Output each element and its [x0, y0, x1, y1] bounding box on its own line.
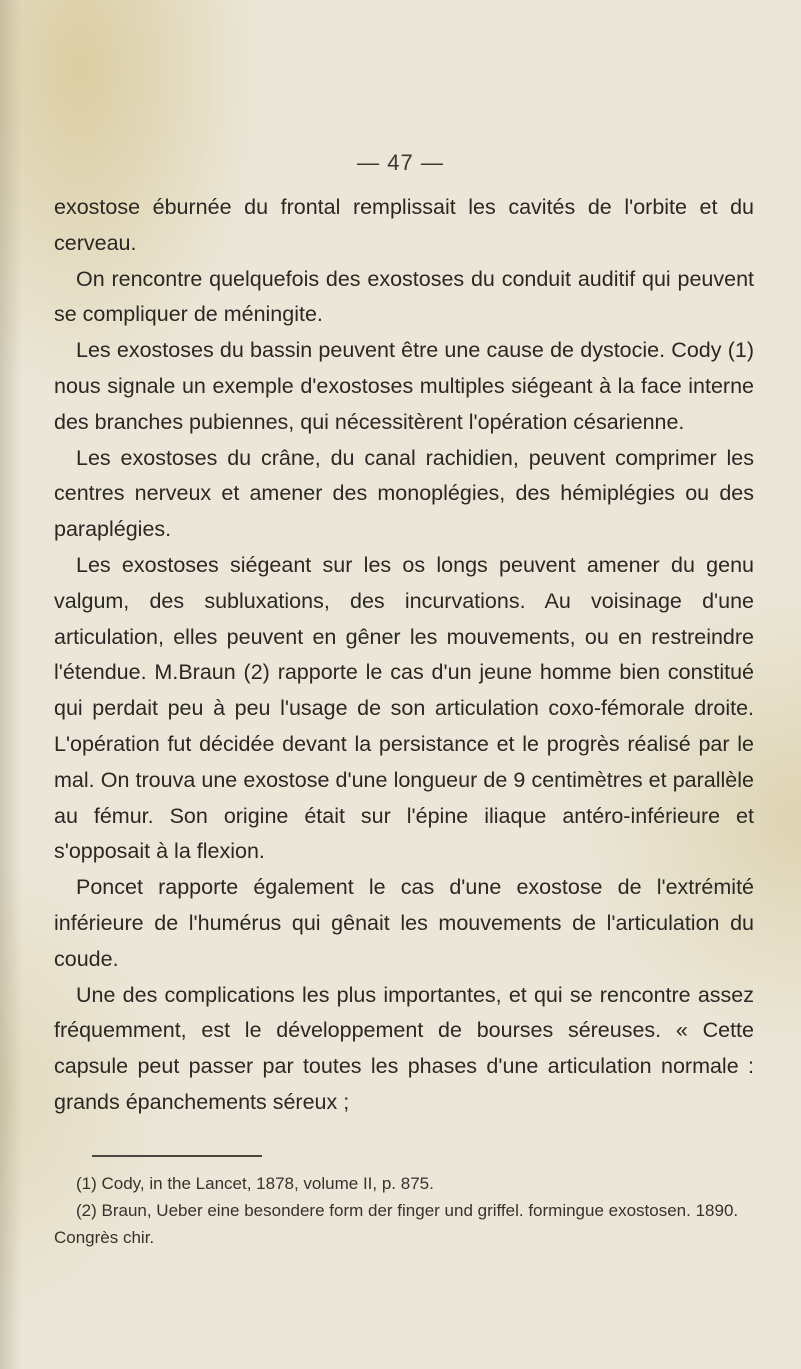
paragraph: Une des complications les plus importantes, et qui se rencontre assez fréquemment, est le développement de bourses séreuses. « Cette capsule peut passer par toutes les phases d'une articulation normale : grands épanchements séreux ;: [54, 982, 754, 1114]
paragraph: On rencontre quelquefois des exostoses du conduit auditif qui peuvent se compliquer de méningite.: [54, 266, 754, 327]
paragraph: Les exostoses du crâne, du canal rachidien, peuvent comprimer les centres nerveux et amener des monoplégies, des hémiplégies ou des paraplégies.: [54, 445, 754, 542]
paragraph: exostose éburnée du frontal remplissait les cavités de l'orbite et du cerveau.: [54, 195, 754, 255]
body-text: [54, 190, 754, 1121]
paragraph: Les exostoses du bassin peuvent être une cause de dystocie. Cody (1) nous signale un exemple d'exostoses multiples siégeant à la face interne des branches pubiennes, qui nécessitèrent l'opération césarienne.: [54, 338, 754, 434]
footnote: (1) Cody, in the Lancet, 1878, volume II, p. 875.: [76, 1174, 434, 1193]
footnote-divider: [92, 1155, 262, 1157]
page-edge-shadow: [0, 0, 22, 1369]
footnote: (2) Braun, Ueber eine besondere form der finger und griffel. formingue exostosen. 1890. Congrès chir.: [54, 1201, 739, 1247]
paragraph: Poncet rapporte également le cas d'une exostose de l'extrémité inférieure de l'humérus qui gênait les mouvements de l'articulation du coude.: [54, 875, 754, 971]
paragraph: Les exostoses siégeant sur les os longs peuvent amener du genu valgum, des subluxations, des incurvations. Au voisinage d'une articulation, elles peuvent en gêner les mouvements, ou en restreindre l'étendue. M.Braun (2) rapporte le cas d'un jeune homme bien constitué qui perdait peu à peu l'usage de son articulation coxo-fémorale droite. L'opération fut décidée devant la persistance et le progrès réalisé par le mal. On trouva une exostose d'une longueur de 9 centimètres et parallèle au fémur. Son origine était sur l'épine iliaque antéro-inférieure et s'opposait à la flexion.: [54, 552, 754, 864]
footnotes: [54, 1170, 754, 1251]
page-number: — 47 —: [357, 150, 444, 175]
